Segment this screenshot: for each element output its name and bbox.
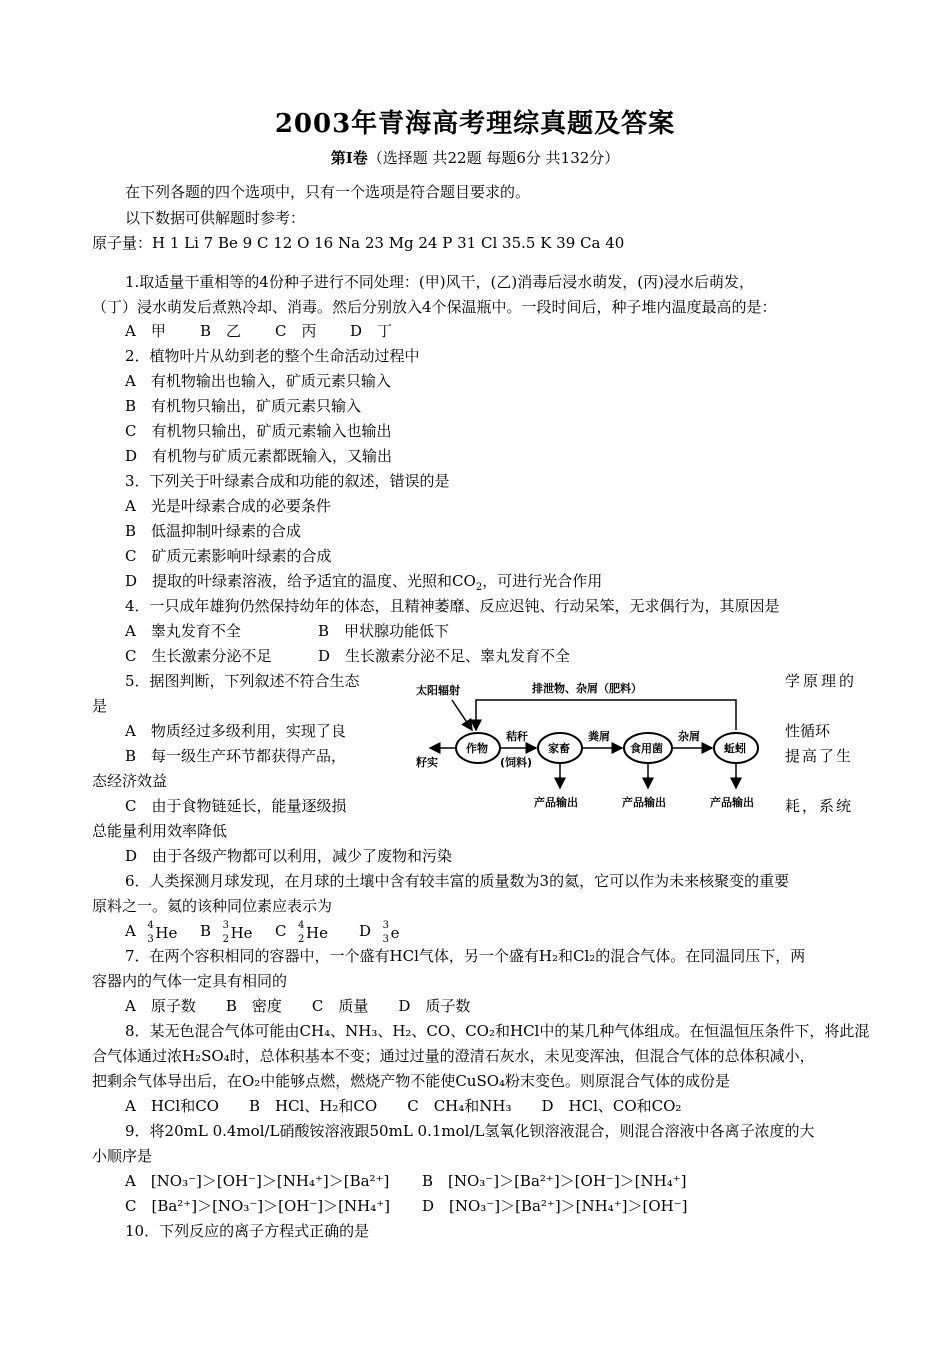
q9-options-cd <box>125 1196 688 1216</box>
q9-option-d: D [NO₃⁻]＞[Ba²⁺]＞[NH₄⁺]＞[OH⁻] <box>422 1197 688 1215</box>
q9-stem-1: 9．将20mL 0.4mol/L硝酸铵溶液跟50mL 0.1mol/L氢氧化钡溶液混合，则混合溶液中各离子浓度的大 <box>125 1122 815 1140</box>
arrow-sun-to-crop <box>452 700 472 730</box>
q5-option-d: D 由于各级产物都可以利用，减少了废物和污染 <box>125 847 453 865</box>
q2-option-d: D 有机物与矿质元素都既输入，又输出 <box>125 447 393 465</box>
label-manure: 粪屑 <box>588 730 610 743</box>
q9-option-c: C [Ba²⁺]＞[NO₃⁻]＞[OH⁻]＞[NH₄⁺] <box>125 1197 390 1215</box>
q1-stem-2: （丁）浸水萌发后煮熟冷却、消毒。然后分别放入4个保温瓶中。一段时间后，种子堆内温度最高的是： <box>92 298 777 316</box>
q3-option-d-post: ，可进行光合作用 <box>482 572 603 590</box>
q4-stem: 4．一只成年雄狗仍然保持幼年的体态，且精神萎靡、反应迟钝、行动呆笨，无求偶行为，其原因是 <box>125 597 780 615</box>
q5-option-b-right: 提高了生 <box>785 747 854 765</box>
q4-options-ab <box>125 621 449 641</box>
q3-option-c: C 矿质元素影响叶绿素的合成 <box>125 547 332 565</box>
q2-option-b: B 有机物只输出，矿质元素只输入 <box>125 397 362 415</box>
q5-option-b-left: B 每一级生产环节都获得产品， <box>125 747 347 765</box>
q1-stem-1: 1.取适量干重相等的4份种子进行不同处理：(甲)风干，(乙)消毒后浸水萌发，(丙)浸水后萌发， <box>125 273 754 291</box>
q6-stem-2: 原料之一。氦的该种同位素应表示为 <box>92 897 333 915</box>
intro-line-1: 在下列各题的四个选项中，只有一个选项是符合题目要求的。 <box>125 183 531 201</box>
q4-option-c: C 生长激素分泌不足 <box>125 647 272 665</box>
label-seed: 籽实 <box>416 756 438 769</box>
q4-option-d: D 生长激素分泌不足、睾丸发育不全 <box>318 647 571 665</box>
label-sun: 太阳辐射 <box>416 684 460 697</box>
q1-options <box>125 321 392 341</box>
section-bold: 第Ⅰ卷 <box>330 149 368 167</box>
q2-option-a: A 有机物输出也输入，矿质元素只输入 <box>125 372 391 390</box>
q5-option-c-end: 总能量利用效率降低 <box>92 822 228 840</box>
q4-options-cd <box>125 646 570 666</box>
q10-stem: 10．下列反应的离子方程式正确的是 <box>125 1222 370 1240</box>
q5-stem-right: 学原理的 <box>785 672 858 690</box>
label-feed: (饲料) <box>500 756 533 769</box>
q9-option-a: A [NO₃⁻]＞[OH⁻]＞[NH₄⁺]＞[Ba²⁺] <box>125 1172 390 1190</box>
label-straw: 秸秆 <box>506 730 528 743</box>
q6-options <box>125 920 400 945</box>
node-worm-label: 蚯蚓 <box>724 742 746 755</box>
q9-stem-2: 小顺序是 <box>92 1147 153 1165</box>
q5-option-a-left: A 物质经过多级利用，实现了良 <box>125 722 346 740</box>
label-output-2: 产品输出 <box>622 796 666 809</box>
isotope: 3 3 e <box>382 920 400 945</box>
q1-option-a: A 甲 <box>125 322 166 340</box>
label-output-1: 产品输出 <box>534 796 578 809</box>
q5-option-a-right: 性循环 <box>785 722 831 740</box>
q4-option-b: B 甲状腺功能低下 <box>318 622 450 640</box>
q5-stem-left: 5．据图判断，下列叙述不符合生态 <box>125 672 360 690</box>
q7-stem-1: 7．在两个容积相同的容器中，一个盛有HCl气体，另一个盛有H₂和Cl₂的混合气体。在同温同压下，两 <box>125 947 806 965</box>
q7-options: A 原子数 B 密度 C 质量 D 质子数 <box>125 997 471 1015</box>
q5-option-c-left: C 由于食物链延长，能量逐级损 <box>125 797 347 815</box>
intro-line-2: 以下数据可供解题时参考： <box>125 209 306 227</box>
q9-options-ab <box>125 1171 687 1191</box>
arrow-feedback <box>476 700 736 730</box>
isotope: 4 3 He <box>147 920 178 945</box>
q3-option-a: A 光是叶绿素合成的必要条件 <box>125 497 331 515</box>
q6-option-d: D 3 3 e <box>359 920 400 945</box>
q3-option-b: B 低温抑制叶绿素的合成 <box>125 522 302 540</box>
node-fungus-label: 食用菌 <box>630 742 663 755</box>
q3-option-d <box>125 571 602 591</box>
q3-option-d-sub: 2 <box>475 582 483 593</box>
q6-option-b: B 3 2 He <box>200 920 253 945</box>
q2-stem: 2．植物叶片从幼到老的整个生命活动过程中 <box>125 347 420 365</box>
section-header <box>0 147 950 168</box>
q8-stem-3: 把剩余气体导出后，在O₂中能够点燃，燃烧产物不能使CuSO₄粉末变色。则原混合气体的成份是 <box>92 1072 731 1090</box>
atomic-mass-line: 原子量：H 1 Li 7 Be 9 C 12 O 16 Na 23 Mg 24 P 31 Cl 35.5 K 39 Ca 40 <box>92 234 625 252</box>
node-crop-label: 作物 <box>466 742 488 755</box>
q5-stem-end: 是 <box>92 697 108 715</box>
q8-stem-1: 8．某无色混合气体可能由CH₄、NH₃、H₂、CO、CO₂和HCl中的某几种气体组成。在恒温恒压条件下，将此混 <box>125 1022 870 1040</box>
q1-option-d: D 丁 <box>350 322 393 340</box>
label-top: 排泄物、杂屑（肥料） <box>532 682 642 695</box>
q6-option-c: C 4 2 He <box>275 920 328 945</box>
isotope: 4 2 He <box>298 920 328 945</box>
q1-option-b: B 乙 <box>200 322 242 340</box>
isotope: 3 2 He <box>222 920 253 945</box>
section-rest: （选择题 共22题 每题6分 共132分） <box>367 149 620 167</box>
label-output-3: 产品输出 <box>710 796 754 809</box>
q7-stem-2: 容器内的气体一定具有相同的 <box>92 972 288 990</box>
page-title: 2003年青海高考理综真题及答案 <box>274 109 676 139</box>
ecosystem-diagram <box>414 678 774 816</box>
q1-option-c: C 丙 <box>275 322 317 340</box>
q8-options: A HCl和CO B HCl、H₂和CO C CH₄和NH₃ D HCl、CO和CO₂ <box>125 1097 682 1115</box>
q6-stem-1: 6．人类探测月球发现，在月球的土壤中含有较丰富的质量数为3的氦，它可以作为未来核聚变的重要 <box>125 872 790 890</box>
q2-option-c: C 有机物只输出，矿质元素输入也输出 <box>125 422 392 440</box>
q3-option-d-pre: D 提取的叶绿素溶液，给予适宜的温度、光照和CO <box>125 572 476 590</box>
q5-option-b-end: 态经济效益 <box>92 772 168 790</box>
q6-option-a: A 4 3 He <box>125 920 178 945</box>
node-livestock-label: 家畜 <box>548 742 570 755</box>
q4-option-a: A 睾丸发育不全 <box>125 622 241 640</box>
label-debris: 杂屑 <box>678 730 700 743</box>
q8-stem-2: 合气体通过浓H₂SO₄时，总体积基本不变；通过过量的澄清石灰水，未见变浑浊，但混合气体的总体积减小， <box>92 1047 815 1065</box>
q9-option-b: B [NO₃⁻]＞[Ba²⁺]＞[OH⁻]＞[NH₄⁺] <box>422 1172 687 1190</box>
q3-stem: 3．下列关于叶绿素合成和功能的叙述，错误的是 <box>125 472 450 490</box>
q5-option-c-right: 耗，系统 <box>785 797 854 815</box>
